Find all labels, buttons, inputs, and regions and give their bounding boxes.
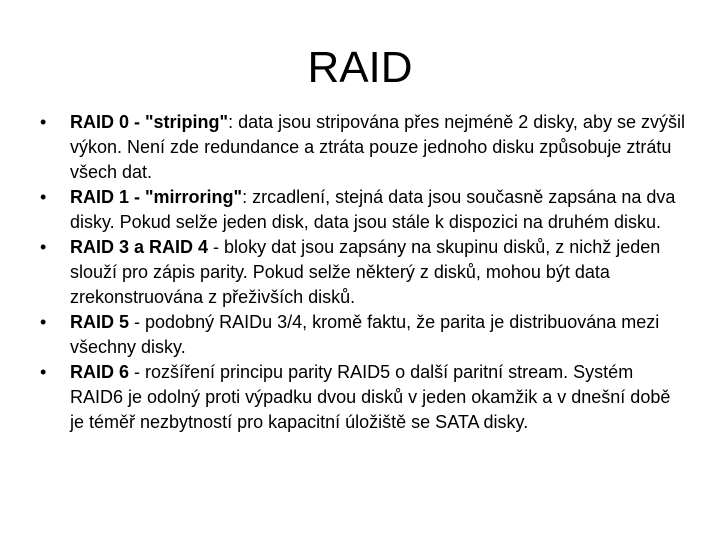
bullet-term: RAID 0 - "striping"	[70, 112, 229, 132]
bullet-icon: •	[40, 237, 47, 257]
bullet-term: RAID 5	[70, 312, 130, 332]
bullet-item-raid3-4	[36, 235, 686, 310]
bullet-text: - podobný RAIDu 3/4, kromě faktu, že parita je distribuována mezi všechny disky.	[70, 312, 660, 357]
bullet-text: - rozšíření principu parity RAID5 o další paritní stream. Systém RAID6 je odolný proti výpadku dvou disků v jeden okamžik a v dnešní době je téměř nezbytností pro kapacitní úložiště se SATA disky.	[70, 362, 671, 432]
slide-title: RAID	[307, 43, 413, 92]
bullet-text: : zrcadlení, stejná data jsou současně zapsána na dva disky. Pokud selže jeden disk, data jsou stále k dispozici na druhém disku.	[70, 187, 676, 232]
bullet-item-raid0	[36, 110, 686, 185]
bullet-term: RAID 1 - "mirroring"	[70, 187, 243, 207]
bullet-icon: •	[40, 362, 47, 382]
bullet-icon: •	[40, 312, 47, 332]
bullet-item-raid1	[36, 185, 686, 235]
bullet-text: - bloky dat jsou zapsány na skupinu disků, z nichž jeden slouží pro zápis parity. Pokud selže některý z disků, mohou být data zrekonstruována z přeživších disků.	[70, 237, 661, 307]
bullet-term: RAID 6	[70, 362, 130, 382]
bullet-item-raid5	[36, 310, 686, 360]
bullet-list	[36, 110, 686, 435]
bullet-icon: •	[40, 187, 47, 207]
bullet-term: RAID 3 a RAID 4	[70, 237, 209, 257]
bullet-item-raid6	[36, 360, 686, 435]
bullet-icon: •	[40, 112, 47, 132]
bullet-text: : data jsou stripována přes nejméně 2 disky, aby se zvýšil výkon. Není zde redundance a ztráta pouze jednoho disku způsobuje ztrátu všech dat.	[70, 112, 685, 182]
